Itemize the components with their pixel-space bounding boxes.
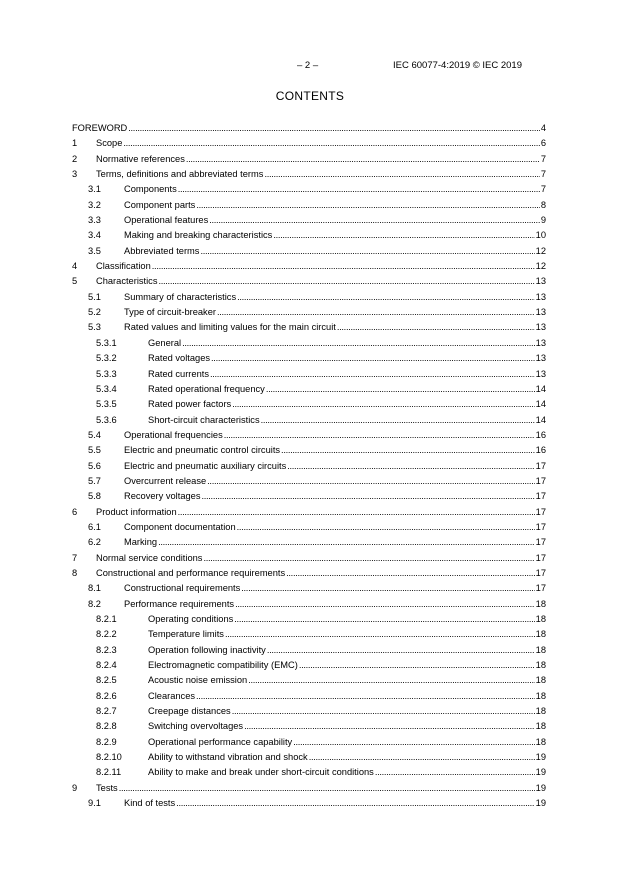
dot-leader	[232, 704, 535, 719]
dot-leader	[209, 213, 540, 228]
toc-entry[interactable]	[72, 735, 546, 750]
toc-entry-line	[72, 121, 546, 136]
dot-leader	[309, 750, 535, 765]
toc-entry[interactable]	[72, 520, 546, 535]
toc-entry-page[interactable]: 13	[535, 307, 546, 318]
dot-leader	[158, 535, 535, 550]
toc-entry-title[interactable]: Summary of characteristics	[124, 291, 237, 302]
toc-entry-page[interactable]: 17	[535, 506, 546, 517]
toc-entry-page[interactable]: 10	[535, 230, 546, 241]
toc-entry-line	[124, 198, 546, 213]
toc-entry-number: 8.2	[88, 598, 101, 609]
toc-entry-line	[96, 259, 546, 274]
toc-entry-page[interactable]: 13	[535, 291, 546, 302]
toc-entry-number: 3.3	[88, 215, 101, 226]
toc-entry-line	[124, 428, 546, 443]
toc-entry-page[interactable]: 9	[540, 215, 546, 226]
toc-entry-number: 9	[72, 782, 78, 793]
toc-entry-page[interactable]: 14	[535, 399, 546, 410]
toc-entry-page[interactable]: 18	[535, 644, 546, 655]
toc-entry[interactable]	[72, 397, 546, 412]
toc-entry-title[interactable]: Rated operational frequency	[148, 383, 265, 394]
dot-leader	[293, 735, 534, 750]
toc-entry-line	[124, 581, 546, 596]
toc-entry-line	[148, 351, 546, 366]
toc-entry-title[interactable]: Type of circuit-breaker	[124, 307, 216, 318]
toc-entry-line	[96, 781, 546, 796]
toc-entry-title[interactable]: Overcurrent release	[124, 475, 207, 486]
toc-entry[interactable]	[72, 781, 546, 796]
toc-entry-line	[148, 413, 546, 428]
toc-entry[interactable]	[72, 213, 546, 228]
toc-entry-line	[148, 397, 546, 412]
toc-entry-page[interactable]: 17	[535, 460, 546, 471]
toc-entry-title[interactable]: Terms, definitions and abbreviated terms	[96, 169, 264, 180]
toc-entry[interactable]	[72, 566, 546, 581]
toc-entry-number: 5.1	[88, 291, 101, 302]
page-title: CONTENTS	[275, 89, 345, 103]
toc-entry-number: 8.2.8	[96, 721, 117, 732]
toc-entry-page[interactable]: 19	[535, 798, 546, 809]
dot-leader	[337, 320, 535, 335]
toc-entry[interactable]	[72, 244, 546, 259]
toc-entry[interactable]	[72, 336, 546, 351]
toc-entry-page[interactable]: 13	[535, 322, 546, 333]
toc-entry-number: 8.2.10	[96, 752, 122, 763]
toc-entry[interactable]	[72, 320, 546, 335]
toc-entry-page[interactable]: 16	[535, 445, 546, 456]
toc-entry-page[interactable]: 6	[540, 138, 546, 149]
toc-entry-line	[148, 673, 546, 688]
toc-entry-page[interactable]: 14	[535, 383, 546, 394]
toc-entry[interactable]	[72, 413, 546, 428]
toc-entry-line	[148, 382, 546, 397]
dot-leader	[203, 551, 534, 566]
dot-leader	[119, 781, 535, 796]
toc-entry-page[interactable]: 18	[535, 598, 546, 609]
toc-entry[interactable]	[72, 167, 546, 182]
toc-entry-title[interactable]: Product information	[96, 506, 177, 517]
toc-entry-line	[96, 152, 546, 167]
toc-entry[interactable]	[72, 489, 546, 504]
toc-entry-number: 6.2	[88, 537, 101, 548]
toc-entry-title[interactable]: Normative references	[96, 153, 185, 164]
toc-entry-title[interactable]: Constructional requirements	[124, 583, 241, 594]
dot-leader	[241, 581, 534, 596]
toc-entry[interactable]	[72, 459, 546, 474]
toc-entry-number: 6	[72, 506, 78, 517]
toc-entry-number: 3.1	[88, 184, 101, 195]
toc-entry[interactable]	[72, 719, 546, 734]
toc-entry-number: 9.1	[88, 798, 101, 809]
toc-entry-line	[148, 658, 546, 673]
toc-entry-line	[124, 182, 546, 197]
toc-entry-title[interactable]: Constructional and performance requirements	[96, 567, 286, 578]
toc-entry-page[interactable]: 18	[535, 614, 546, 624]
toc-entry[interactable]	[72, 581, 546, 596]
toc-entry-page[interactable]: 18	[535, 736, 546, 747]
dot-leader	[244, 719, 535, 734]
dot-leader	[237, 290, 535, 305]
toc-entry-line	[124, 228, 546, 243]
toc-entry-line	[148, 704, 546, 719]
toc-entry-title[interactable]: Operation following inactivity	[148, 644, 266, 655]
toc-entry[interactable]	[72, 290, 546, 305]
toc-entry-title[interactable]: Creepage distances	[148, 706, 231, 717]
toc-entry-title[interactable]: Clearances	[148, 690, 196, 701]
toc-entry-title[interactable]: Short-circuit characteristics	[148, 414, 260, 425]
toc-entry-line	[124, 489, 546, 504]
toc-entry[interactable]	[72, 505, 546, 520]
dot-leader	[158, 274, 534, 289]
toc-entry-page[interactable]: 17	[535, 567, 546, 578]
toc-entry-number: 5.3.4	[96, 383, 117, 394]
dot-leader	[217, 305, 535, 320]
toc-entry-number: 5.3.1	[96, 337, 117, 348]
toc-entry-title[interactable]: Scope	[96, 138, 123, 149]
toc-entry[interactable]	[72, 535, 546, 550]
toc-entry-page[interactable]: 12	[535, 245, 546, 256]
toc-entry-title[interactable]: Component documentation	[124, 521, 236, 532]
dot-leader	[152, 259, 535, 274]
toc-entry-line	[96, 566, 546, 581]
toc-entry[interactable]	[72, 182, 546, 197]
dot-leader	[266, 382, 535, 397]
toc-entry-line	[124, 535, 546, 550]
toc-entry[interactable]	[72, 704, 546, 719]
toc-entry-title[interactable]: Classification	[96, 261, 151, 272]
toc-entry-page[interactable]: 17	[535, 552, 546, 563]
toc-entry[interactable]	[72, 750, 546, 765]
dot-leader	[182, 336, 535, 351]
toc-entry-number: 8.2.7	[96, 706, 117, 717]
toc-entry-line	[148, 765, 546, 780]
toc-entry-number: 1	[72, 138, 78, 149]
toc-entry[interactable]	[72, 228, 546, 243]
toc-entry-line	[96, 167, 546, 182]
toc-entry-line	[124, 305, 546, 320]
dot-leader	[201, 489, 534, 504]
dot-leader	[235, 597, 535, 612]
toc-entry-number: 3.2	[88, 199, 101, 210]
toc-entry-page[interactable]: 13	[535, 276, 546, 287]
toc-entry-number: 6.1	[88, 521, 101, 532]
toc-entry-number: 5.3.3	[96, 368, 117, 379]
toc-entry-line	[148, 643, 546, 658]
toc-entry-page[interactable]: 12	[535, 261, 546, 272]
toc-entry-page[interactable]: 7	[540, 184, 546, 195]
toc-entry-line	[148, 750, 546, 765]
toc-entry-title[interactable]: Rated power factors	[148, 399, 232, 410]
toc-entry[interactable]	[72, 152, 546, 167]
dot-leader	[176, 796, 534, 811]
dot-leader	[207, 474, 535, 489]
toc-entry[interactable]	[72, 136, 546, 151]
toc-entry[interactable]	[72, 673, 546, 688]
toc-entry[interactable]	[72, 627, 546, 642]
toc-entry-number: 3	[72, 169, 78, 180]
toc-entry-title[interactable]: General	[148, 337, 182, 348]
toc-entry-line	[148, 612, 546, 627]
toc-entry-title[interactable]: Ability to make and break under short-circuit conditions	[148, 767, 374, 778]
toc-entry[interactable]	[72, 689, 546, 704]
toc-entry-page[interactable]: 16	[535, 429, 546, 440]
toc-entry-number: 8.2.5	[96, 675, 117, 686]
toc-entry[interactable]	[72, 551, 546, 566]
toc-entry-number: 5.6	[88, 460, 101, 471]
toc-entry-title[interactable]: Ability to withstand vibration and shock	[148, 752, 308, 763]
toc-entry-line	[96, 274, 546, 289]
dot-leader	[237, 520, 535, 535]
toc-entry-line	[124, 520, 546, 535]
toc-entry[interactable]	[72, 351, 546, 366]
toc-entry-line	[124, 443, 546, 458]
toc-entry-number: 8.2.11	[96, 767, 122, 778]
toc-entry[interactable]	[72, 443, 546, 458]
toc-entry-number: 5.8	[88, 491, 101, 502]
toc-entry[interactable]	[72, 643, 546, 658]
toc-entry-title[interactable]: Rated voltages	[148, 353, 211, 364]
dot-leader	[123, 136, 539, 151]
dot-leader	[261, 413, 535, 428]
toc-entry-line	[124, 244, 546, 259]
toc-entry-number: 8.2.4	[96, 660, 117, 671]
toc-entry-page[interactable]: 13	[535, 368, 546, 379]
toc-entry-title[interactable]: Operating conditions	[148, 614, 234, 624]
toc-entry-page[interactable]: 17	[535, 475, 546, 486]
toc-entry-line	[96, 551, 546, 566]
toc-entry-title[interactable]: Component parts	[124, 199, 196, 210]
toc-entry-line	[148, 719, 546, 734]
toc-entry-title[interactable]: Electric and pneumatic auxiliary circuits	[124, 460, 287, 471]
toc-entry[interactable]	[72, 597, 546, 612]
toc-entry-title[interactable]: Normal service conditions	[96, 552, 203, 563]
toc-entry-title[interactable]: Electric and pneumatic control circuits	[124, 445, 281, 456]
toc-entry[interactable]	[72, 259, 546, 274]
toc-entry-title[interactable]: Switching overvoltages	[148, 721, 244, 732]
toc-entry[interactable]	[72, 796, 546, 811]
toc-entry-line	[148, 367, 546, 382]
toc-entry[interactable]	[72, 428, 546, 443]
toc-entry-number: 2	[72, 153, 78, 164]
toc-entry-page[interactable]: 17	[535, 583, 546, 594]
toc-entry-number: 5.3.2	[96, 353, 117, 364]
toc-entry[interactable]	[72, 474, 546, 489]
dot-leader	[186, 152, 540, 167]
toc-entry-page[interactable]: 19	[535, 752, 546, 763]
toc-entry-number: 5.7	[88, 475, 101, 486]
toc-entry-number: 3.5	[88, 245, 101, 256]
toc-entry-page[interactable]: 17	[535, 537, 546, 548]
dot-leader	[273, 228, 534, 243]
dot-leader	[286, 566, 535, 581]
toc-entry[interactable]	[72, 305, 546, 320]
toc-entry-title[interactable]: FOREWORD	[72, 123, 128, 133]
toc-entry-page[interactable]: 7	[540, 153, 546, 164]
toc-entry-page[interactable]: 7	[540, 169, 546, 180]
toc-entry[interactable]	[72, 274, 546, 289]
toc-entry[interactable]	[72, 612, 546, 627]
dot-leader	[178, 182, 540, 197]
toc-entry-title[interactable]: Making and breaking characteristics	[124, 230, 273, 241]
dot-leader	[234, 612, 534, 627]
dot-leader	[200, 244, 534, 259]
standard-reference-header: IEC 60077-4:2019 © IEC 2019	[393, 60, 523, 71]
dot-leader	[178, 505, 535, 520]
toc-entry-page[interactable]: 18	[535, 660, 546, 671]
toc-entry-title[interactable]: Performance requirements	[124, 598, 235, 609]
dot-leader	[224, 428, 535, 443]
toc-entry-number: 8.2.3	[96, 644, 117, 655]
dot-leader	[128, 121, 540, 136]
toc-entry-number: 4	[72, 261, 78, 272]
toc-entry-number: 5.3	[88, 322, 101, 333]
toc-entry-page[interactable]: 4	[540, 123, 546, 133]
dot-leader	[196, 689, 535, 704]
toc-entry-title[interactable]: Operational performance capability	[148, 736, 293, 747]
toc-entry-title[interactable]: Tests	[96, 782, 118, 793]
toc-entry-number: 3.4	[88, 230, 101, 241]
toc-entry-title[interactable]: Marking	[124, 537, 158, 548]
dot-leader	[210, 367, 535, 382]
toc-entry-title[interactable]: Temperature limits	[148, 629, 224, 640]
toc-entry-number: 5.3.5	[96, 399, 117, 410]
toc-entry-title[interactable]: Recovery voltages	[124, 491, 201, 502]
toc-entry-title[interactable]: Components	[124, 184, 177, 195]
dot-leader	[375, 765, 535, 780]
toc-entry-line	[124, 320, 546, 335]
toc-entry-line	[148, 735, 546, 750]
table-of-contents	[72, 121, 546, 811]
toc-entry-title[interactable]: Abbreviated terms	[124, 245, 200, 256]
toc-entry-line	[124, 459, 546, 474]
toc-entry-number: 5.3.6	[96, 414, 117, 425]
toc-entry-line	[124, 597, 546, 612]
dot-leader	[287, 459, 534, 474]
dot-leader	[211, 351, 535, 366]
toc-entry-page[interactable]: 13	[535, 353, 546, 364]
toc-entry-line	[124, 290, 546, 305]
toc-entry-number: 8	[72, 567, 78, 578]
toc-entry-title[interactable]: Operational features	[124, 215, 209, 226]
dot-leader	[299, 658, 535, 673]
toc-entry-page[interactable]: 18	[535, 629, 546, 640]
toc-entry-number: 5	[72, 276, 78, 287]
toc-entry-title[interactable]: Rated currents	[148, 368, 209, 379]
toc-entry-line	[124, 213, 546, 228]
toc-entry-page[interactable]: 14	[535, 414, 546, 425]
toc-entry-number: 8.1	[88, 583, 101, 594]
toc-entry[interactable]	[72, 121, 546, 136]
toc-entry[interactable]	[72, 198, 546, 213]
toc-entry[interactable]	[72, 658, 546, 673]
page-number-header: – 2 –	[297, 60, 319, 71]
toc-entry-line	[148, 627, 546, 642]
toc-entry-number: 5.4	[88, 429, 101, 440]
toc-entry-line	[96, 505, 546, 520]
toc-entry-page[interactable]: 18	[535, 721, 546, 732]
toc-entry-number: 8.2.6	[96, 690, 117, 701]
toc-entry-number: 5.2	[88, 307, 101, 318]
dot-leader	[281, 443, 535, 458]
toc-entry-page[interactable]: 13	[535, 337, 546, 348]
toc-entry-title[interactable]: Electromagnetic compatibility (EMC)	[148, 660, 298, 671]
toc-entry-number: 8.2.9	[96, 736, 117, 747]
toc-entry-page[interactable]: 18	[535, 690, 546, 701]
toc-entry-number: 5.5	[88, 445, 101, 456]
toc-entry-page[interactable]: 19	[535, 782, 546, 793]
dot-leader	[196, 198, 540, 213]
toc-entry-line	[124, 474, 546, 489]
dot-leader	[225, 627, 535, 642]
toc-entry-number: 8.2.1	[96, 614, 117, 624]
toc-entry[interactable]	[72, 382, 546, 397]
toc-entry-line	[96, 136, 546, 151]
toc-entry-title[interactable]: Acoustic noise emission	[148, 675, 248, 686]
dot-leader	[267, 643, 535, 658]
toc-entry-line	[124, 796, 546, 811]
toc-entry[interactable]	[72, 367, 546, 382]
dot-leader	[248, 673, 534, 688]
toc-entry-page[interactable]: 19	[535, 767, 546, 778]
toc-entry-page[interactable]: 17	[535, 491, 546, 502]
toc-entry-page[interactable]: 8	[540, 199, 546, 210]
toc-entry-line	[148, 689, 546, 704]
toc-entry-title[interactable]: Characteristics	[96, 276, 158, 287]
toc-entry-title[interactable]: Rated values and limiting values for the main circuit	[124, 322, 336, 333]
toc-entry-page[interactable]: 17	[535, 521, 546, 532]
toc-entry-title[interactable]: Operational frequencies	[124, 429, 223, 440]
dot-leader	[264, 167, 539, 182]
toc-entry-number: 8.2.2	[96, 629, 117, 640]
toc-entry-line	[148, 336, 546, 351]
toc-entry-page[interactable]: 18	[535, 706, 546, 717]
toc-entry-number: 7	[72, 552, 78, 563]
toc-entry-title[interactable]: Kind of tests	[124, 798, 176, 809]
dot-leader	[232, 397, 534, 412]
toc-entry[interactable]	[72, 765, 546, 780]
toc-entry-page[interactable]: 18	[535, 675, 546, 686]
